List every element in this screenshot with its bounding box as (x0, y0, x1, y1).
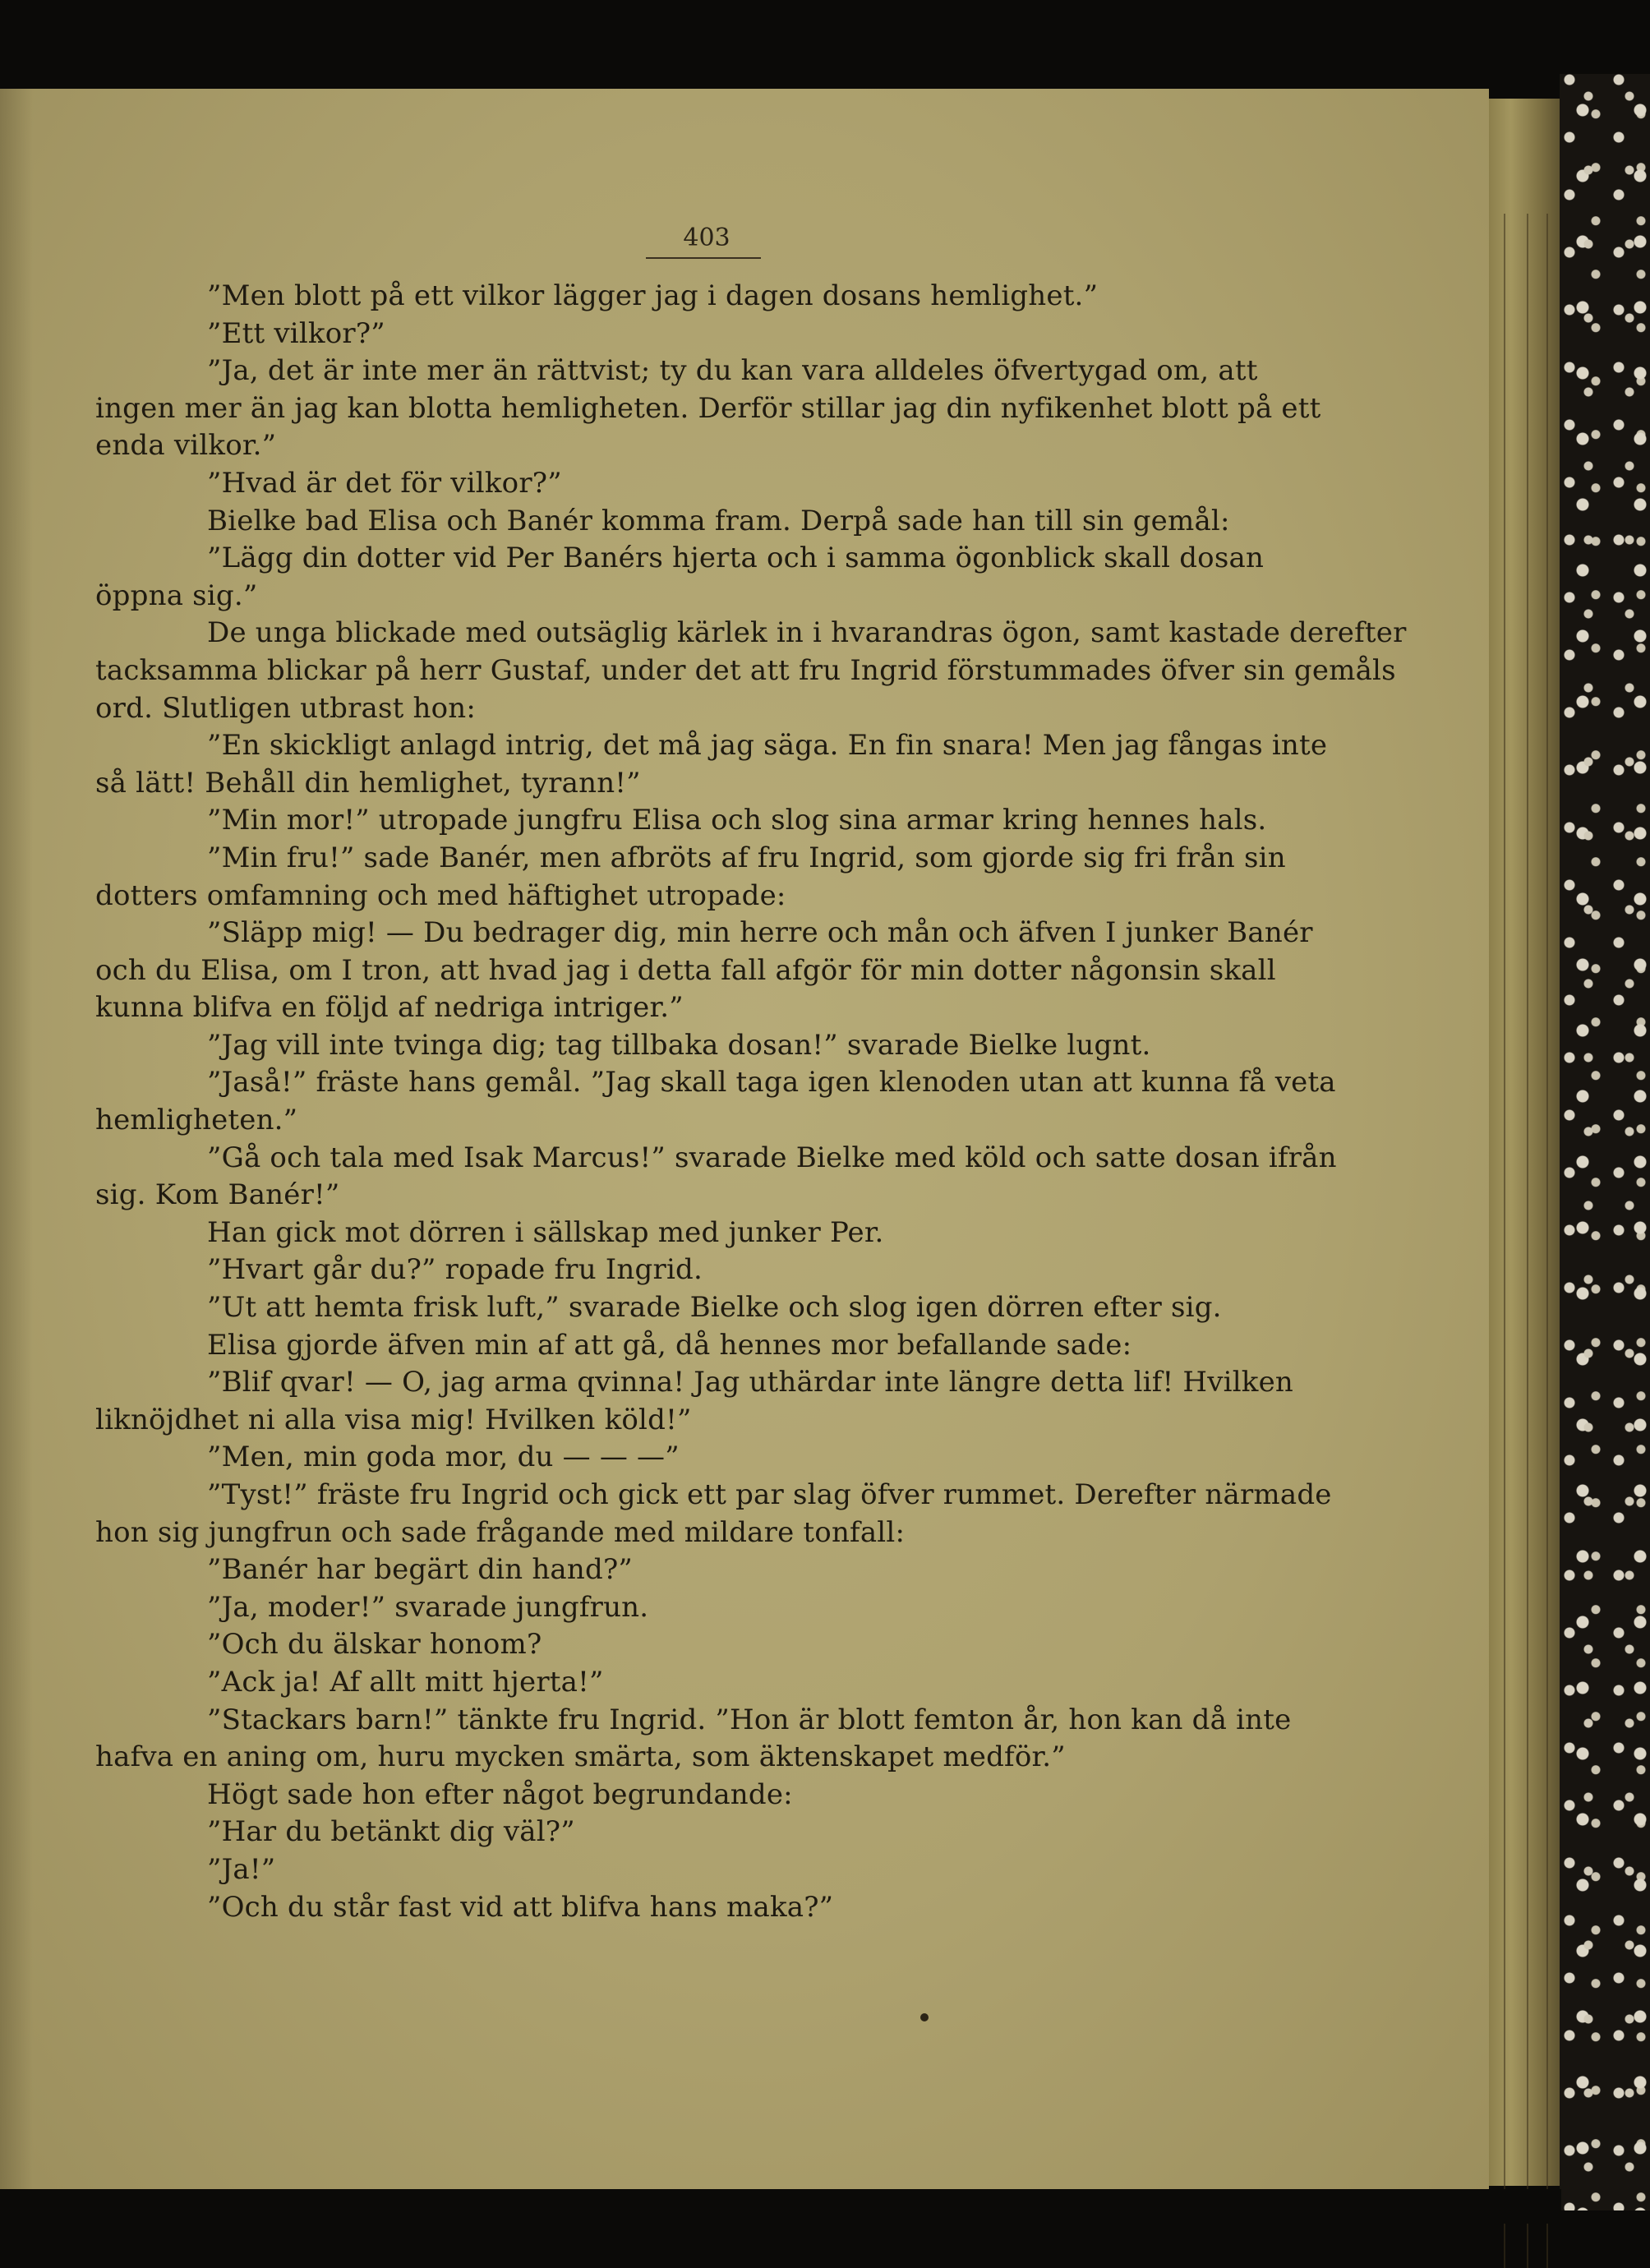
text-line: ”Min mor!” utropade jungfru Elisa och slog sina armar kring hennes hals. (207, 804, 1267, 837)
page-number: 403 (683, 224, 731, 252)
text-line: ”Men blott på ett vilkor lägger jag i dagen dosans hemlighet.” (207, 279, 1099, 312)
text-line: tacksamma blickar på herr Gustaf, under det att fru Ingrid förstummades öfver sin gemåls (95, 653, 1396, 687)
text-line: ”Och du älskar honom? (207, 1628, 542, 1662)
text-line: ”Och du står fast vid att blifva hans maka?” (207, 1890, 834, 1924)
text-line: liknöjdhet ni alla visa mig! Hvilken köld!” (95, 1403, 692, 1436)
bottom-shadow (0, 2189, 1561, 2224)
text-line: ”Jag vill inte tvinga dig; tag tillbaka dosan!” svarade Bielke lugnt. (207, 1028, 1151, 1062)
page-edge-line (1504, 214, 1505, 2268)
text-line: ”Gå och tala med Isak Marcus!” svarade Bielke med köld och satte dosan ifrån (207, 1141, 1337, 1174)
text-line: ”Har du betänkt dig väl?” (207, 1815, 575, 1849)
text-line: ”Stackars barn!” tänkte fru Ingrid. ”Hon är blott femton år, hon kan då inte (207, 1703, 1292, 1736)
text-line: ”Hvart går du?” ropade fru Ingrid. (207, 1253, 703, 1287)
text-line: hon sig jungfrun och sade frågande med mildare tonfall: (95, 1515, 906, 1549)
text-line: ”Hvad är det för vilkor?” (207, 466, 562, 500)
text-line: ”En skickligt anlagd intrig, det må jag säga. En fin snara! Men jag fångas inte (207, 729, 1328, 763)
text-line: ”Ja!” (207, 1852, 276, 1886)
text-line: och du Elisa, om I tron, att hvad jag i detta fall afgör för min dotter någonsin skall (95, 953, 1276, 987)
text-line: Bielke bad Elisa och Banér komma fram. Derpå sade han till sin gemål: (207, 504, 1230, 537)
text-line: Han gick mot dörren i sällskap med junker Per. (207, 1215, 884, 1249)
text-line: sig. Kom Banér!” (95, 1178, 340, 1212)
text-line: ”Lägg din dotter vid Per Banérs hjerta och i samma ögonblick skall dosan (207, 542, 1265, 575)
book-binding (1560, 74, 1650, 2210)
text-line: hafva en aning om, huru mycken smärta, som äktenskapet medför.” (95, 1740, 1066, 1774)
page-edge-line (1546, 214, 1548, 2268)
page-edges (1489, 99, 1561, 2186)
text-line: dotters omfamning och med häftighet utropade: (95, 878, 786, 912)
text-line: ”Men, min goda mor, du — — —” (207, 1441, 680, 1474)
text-line: ”Tyst!” fräste fru Ingrid och gick ett par slag öfver rummet. Derefter närmade (207, 1478, 1332, 1511)
text-line: ”Banér har begärt din hand?” (207, 1553, 633, 1587)
text-line: ingen mer än jag kan blotta hemligheten. Derför stillar jag din nyfikenhet blott på ett (95, 391, 1321, 425)
text-line: Elisa gjorde äfven min af att gå, då hennes mor befallande sade: (207, 1328, 1132, 1362)
text-line: hemligheten.” (95, 1104, 298, 1137)
text-line: ”Släpp mig! — Du bedrager dig, min herre och mån och äfven I junker Banér (207, 916, 1313, 950)
text-line: ”Jaså!” fräste hans gemål. ”Jag skall taga igen klenoden utan att kunna få veta (207, 1066, 1336, 1099)
text-line: De unga blickade med outsäglig kärlek in i hvarandras ögon, samt kastade derefter (207, 616, 1407, 650)
text-line: kunna blifva en följd af nedriga intriger.” (95, 991, 684, 1025)
body-text (95, 278, 1407, 1926)
text-line: Högt sade hon efter något begrundande: (207, 1777, 793, 1811)
text-line: ”Blif qvar! — O, jag arma qvinna! Jag uthärdar inte längre detta lif! Hvilken (207, 1366, 1294, 1399)
text-line: öppna sig.” (95, 579, 258, 612)
text-line: ”Min fru!” sade Banér, men afbröts af fru Ingrid, som gjorde sig fri från sin (207, 841, 1286, 874)
text-line: ”Ja, moder!” svarade jungfrun. (207, 1590, 649, 1624)
page-number-rule (646, 257, 761, 259)
text-line: ord. Slutligen utbrast hon: (95, 691, 477, 725)
page-edge-line (1527, 214, 1528, 2268)
text-line: enda vilkor.” (95, 429, 277, 463)
text-line: ”Ack ja! Af allt mitt hjerta!” (207, 1665, 604, 1699)
ink-speck (920, 2013, 929, 2021)
text-line: så lätt! Behåll din hemlighet, tyrann!” (95, 766, 641, 800)
text-line: ”Ut att hemta frisk luft,” svarade Bielke och slog igen dörren efter sig. (207, 1291, 1222, 1325)
text-line: ”Ett vilkor?” (207, 316, 385, 350)
text-line: ”Ja, det är inte mer än rättvist; ty du kan vara alldeles öfvertygad om, att (207, 354, 1258, 388)
